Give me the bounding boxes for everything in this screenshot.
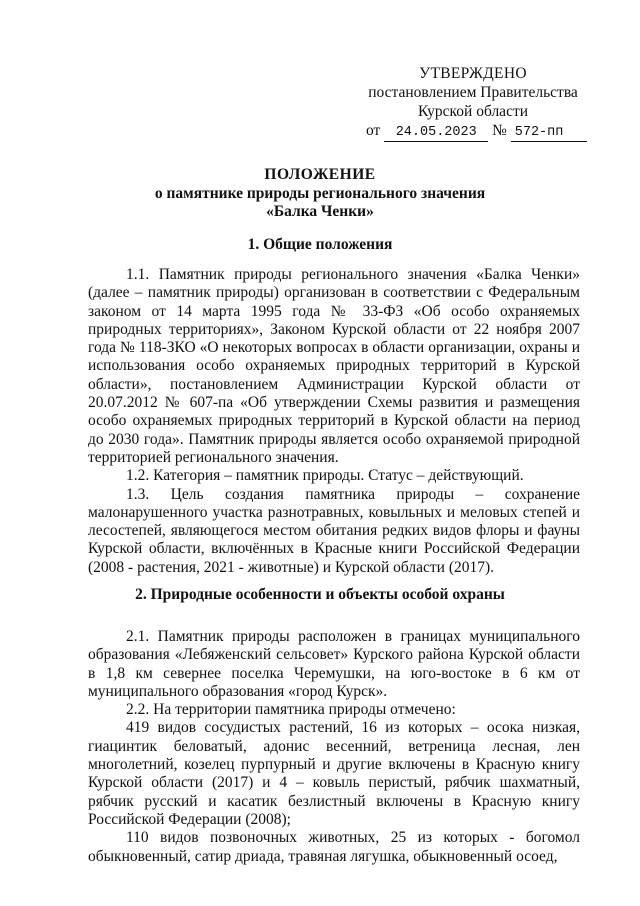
- section-1-heading: 1. Общие положения: [247, 236, 393, 253]
- paragraph: 1.2. Категория – памятник природы. Статус – действующий.: [126, 467, 524, 485]
- paragraph: 1.3. Цель создания памятника природы – сохранение малонарушенного участка разнотравных, ковыльных и меловых степей и лесостепей, являющегося местом обитания редких видов флоры и фауны Курской области, включённых в Красные книги Российской Федерации (2008 - растения, 2021 - животные) и Курской области (2017).: [88, 485, 580, 576]
- section-2-heading: 2. Природные особенности и объекты особой охраны: [135, 586, 505, 603]
- section-2-body: [88, 628, 580, 866]
- paragraph: 419 видов сосудистых растений, 16 из которых – осока низкая, гиацинтик беловатый, адонис весенний, ветреница лесная, лен многолетний, козелец пурпурный и другие включены в Красную книгу Курской области (2017) и 4 – ковыль перистый, рябчик шахматный, рябчик русский и касатик безлистный включены в Красную книгу Российской Федерации (2008);: [88, 719, 580, 828]
- paragraph: 1.1. Памятник природы регионального значения «Балка Ченки» (далее – памятник природы) организован в соответствии с Федеральным законом от 14 марта 1995 года № 33-ФЗ «Об особо охраняемых природных территориях», Законом Курской области от 22 ноября 2007 года № 118-ЗКО «О некоторых вопросах в области организации, охраны и использования особо охраняемых природных территорий в Курской области», постановлением Администрации Курской области от 20.07.2012 № 607-па «Об утверждении Схемы развития и размещения особо охраняемых природных территорий в Курской области на период до 2030 года». Памятник природы является особо охраняемой природной территорией регионального значения.: [88, 266, 580, 466]
- document-subtitle-1: о памятнике природы регионального значения: [154, 184, 486, 202]
- document-subtitle-2: «Балка Ченки»: [266, 203, 374, 220]
- document-title-block: [90, 166, 550, 222]
- approval-line-1: постановлением Правительства: [368, 84, 578, 101]
- approval-line-2: Курской области: [417, 103, 529, 120]
- approval-number: 572-пп: [511, 125, 587, 142]
- document-title: ПОЛОЖЕНИЕ: [264, 166, 376, 183]
- approval-date-line: [358, 121, 588, 142]
- paragraph: 110 видов позвоночных животных, 25 из которых - богомол обыкновенный, сатир дриада, травяная лягушка, обыкновенный осоед,: [88, 829, 580, 865]
- section-1-body: [88, 266, 580, 577]
- paragraph: 2.2. На территории памятника природы отмечено:: [126, 701, 456, 719]
- approval-stamp: [358, 64, 588, 142]
- date-prefix: от: [366, 122, 381, 139]
- approval-label: УТВЕРЖДЕНО: [419, 65, 527, 82]
- number-sign: №: [492, 122, 507, 139]
- approval-date: 24.05.2023: [384, 125, 488, 142]
- paragraph: 2.1. Памятник природы расположен в границах муниципального образования «Лебяженский сельсовет» Курского района Курской области в 1,8 км севернее поселка Черемушки, на юго-востоке в 6 км от муниципального образования «город Курск».: [88, 628, 580, 700]
